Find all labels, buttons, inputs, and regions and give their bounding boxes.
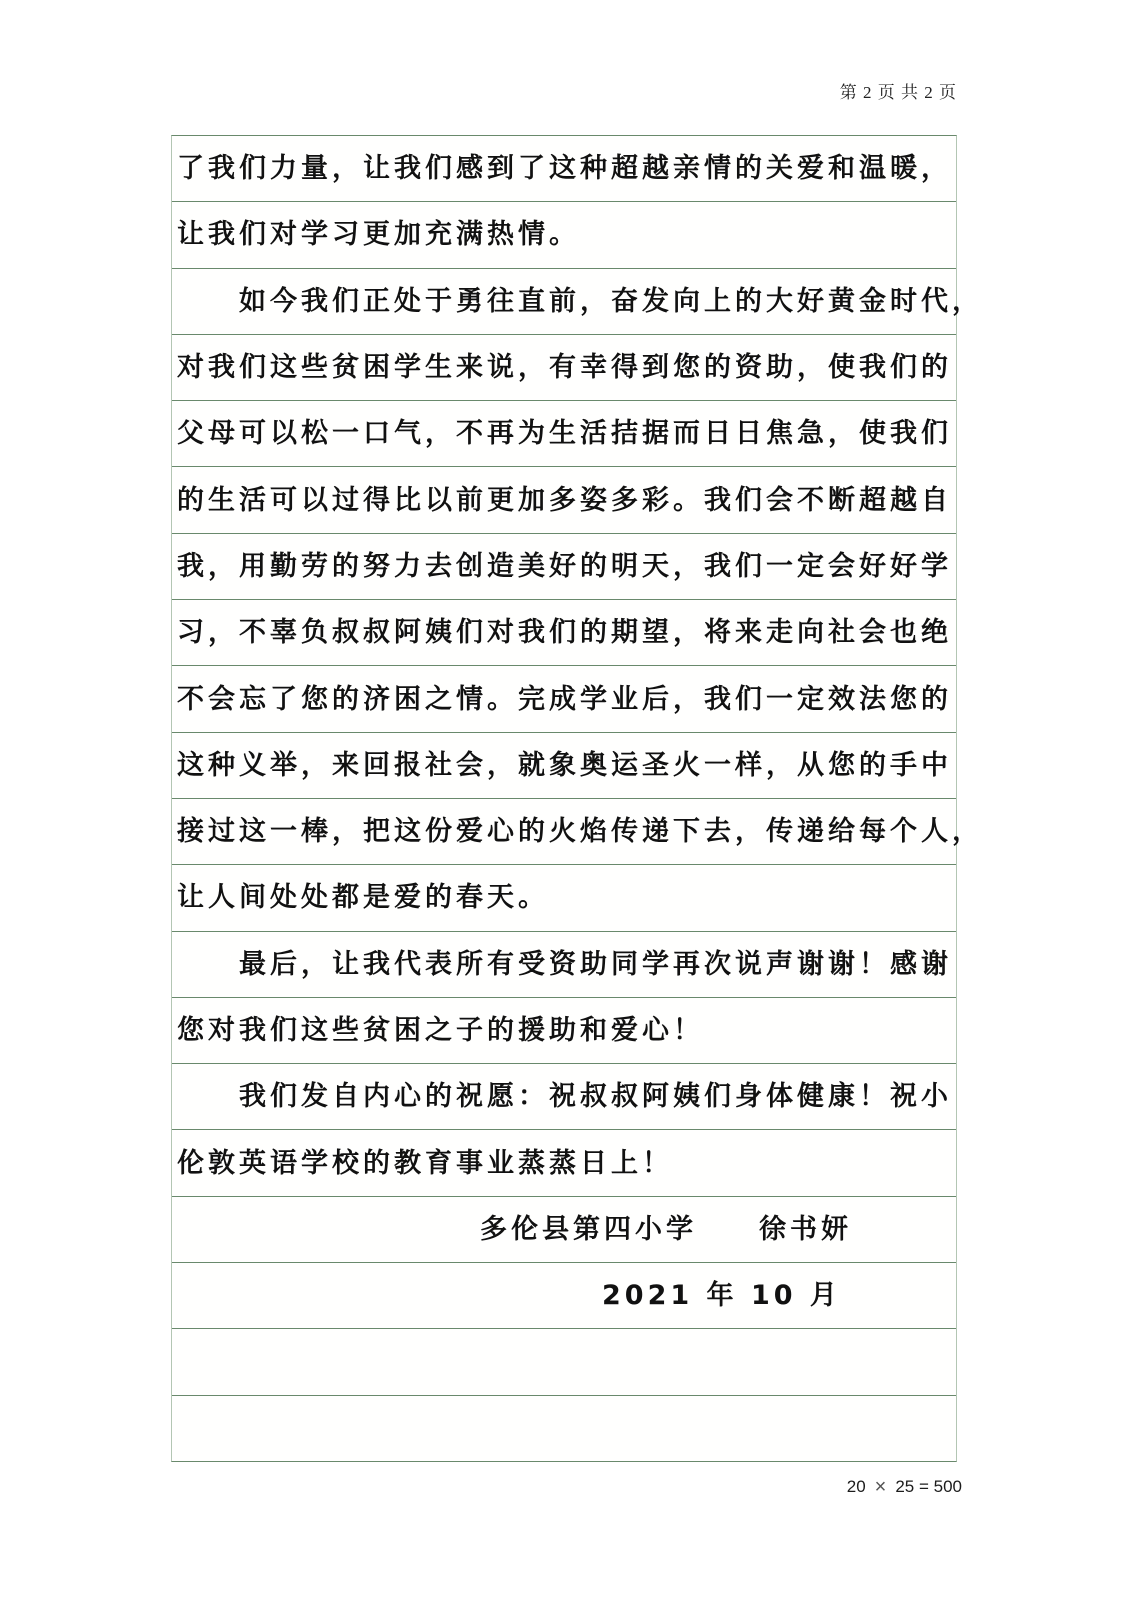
- letter-line: 了我们力量，让我们感到了这种超越亲情的关爱和温暖，: [177, 153, 952, 185]
- letter-line: 您对我们这些贫困之子的援助和爱心！: [177, 1015, 704, 1046]
- grid-row: [172, 1064, 956, 1130]
- letter-line: 我们发自内心的祝愿：祝叔叔阿姨们身体健康！祝小: [239, 1081, 952, 1113]
- grid-row: [172, 467, 956, 533]
- grid-row: [172, 1263, 956, 1329]
- writing-grid: [171, 135, 983, 1462]
- grid-row: [172, 534, 956, 600]
- letter-line: 习，不辜负叔叔阿姨们对我们的期望，将来走向社会也绝: [177, 617, 952, 649]
- letter-line: 伦敦英语学校的教育事业蒸蒸日上！: [177, 1147, 673, 1179]
- letter-line: 让人间处处都是爱的春天。: [177, 882, 549, 914]
- letter-line: 父母可以松一口气，不再为生活拮据而日日焦急，使我们: [177, 418, 952, 450]
- letter-line: 接过这一棒，把这份爱心的火焰传递下去，传递给每个人，: [177, 816, 983, 848]
- grid-row: [172, 998, 956, 1064]
- grid-row-empty: [172, 1396, 956, 1461]
- letter-line: 最后，让我代表所有受资助同学再次说声谢谢！感谢: [239, 948, 952, 980]
- grid-row: [172, 865, 956, 931]
- grid-row: [172, 335, 956, 401]
- multiplication-sign: ×: [874, 1476, 887, 1498]
- letter-line: 让我们对学习更加充满热情。: [177, 219, 580, 251]
- letter-line: 对我们这些贫困学生来说，有幸得到您的资助，使我们的: [177, 352, 952, 384]
- letter-line: 的生活可以过得比以前更加多姿多彩。我们会不断超越自: [177, 484, 952, 516]
- grid-row: [172, 666, 956, 732]
- letter-line: 2021 年 10 月: [602, 1280, 841, 1312]
- page-number-label: 第 2 页 共 2 页: [839, 83, 957, 102]
- grid-row: [172, 136, 956, 202]
- grid-row: [172, 202, 956, 268]
- letter-line: 不会忘了您的济困之情。完成学业后，我们一定效法您的: [177, 683, 952, 715]
- grid-row: [172, 401, 956, 467]
- grid-row: [172, 932, 956, 998]
- grid-row: [172, 733, 956, 799]
- grid-row: [172, 269, 983, 335]
- grid-row: [172, 1197, 956, 1263]
- grid-row-empty: [172, 1329, 956, 1395]
- grid-row: [172, 799, 983, 865]
- rows-count: 20: [846, 1477, 866, 1496]
- per-row-equation: 25 = 500: [895, 1477, 962, 1496]
- grid-size-label: [847, 1477, 962, 1497]
- grid-row: [172, 600, 956, 666]
- letter-line: 我，用勤劳的努力去创造美好的明天，我们一定会好好学: [177, 550, 952, 582]
- grid-row: [172, 1130, 956, 1196]
- letter-line: 多伦县第四小学 徐书妍: [480, 1213, 852, 1245]
- letter-line: 这种义举，来回报社会，就象奥运圣火一样，从您的手中: [177, 749, 952, 781]
- letter-line: 如今我们正处于勇往直前，奋发向上的大好黄金时代，: [239, 285, 983, 317]
